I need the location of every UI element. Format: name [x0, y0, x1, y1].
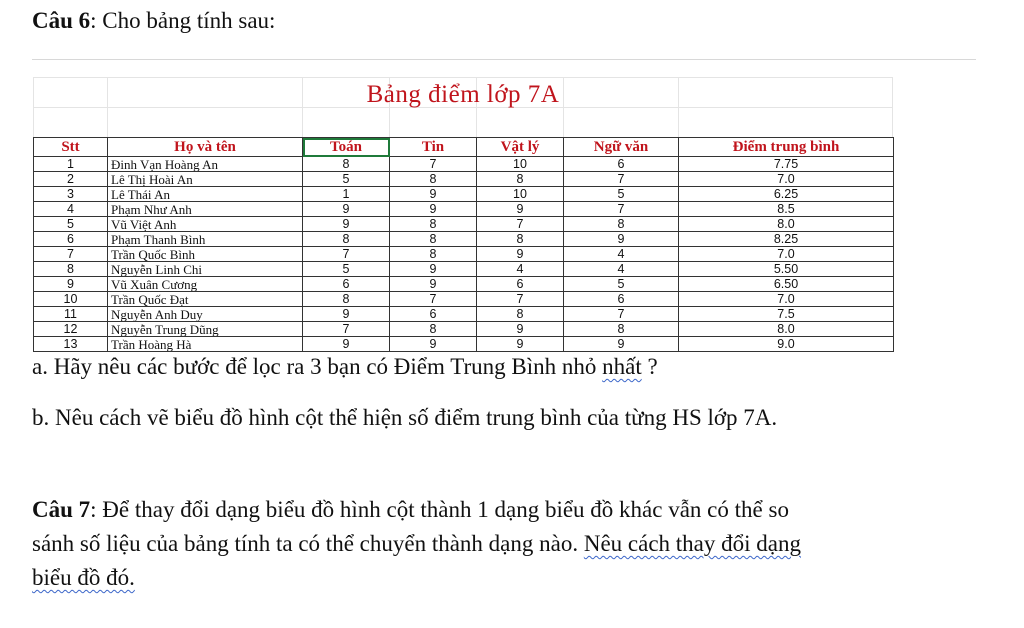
question-7: [32, 493, 976, 595]
cell-stt: 4: [34, 202, 108, 217]
spreadsheet-image: [33, 77, 893, 352]
cell-literature: 5: [564, 187, 679, 202]
sheet-title: Bảng điểm lớp 7A: [366, 81, 560, 108]
part-a-end: ?: [641, 354, 658, 379]
table-row: [34, 172, 894, 187]
cell-informatics: 8: [390, 172, 477, 187]
table-row: [34, 292, 894, 307]
cell-stt: 3: [34, 187, 108, 202]
cell-math: 9: [303, 217, 390, 232]
cell-average: 8.0: [679, 217, 894, 232]
question-7-underlined-2: Nêu cách thay đổi dạng: [583, 531, 801, 556]
cell-informatics: 9: [390, 277, 477, 292]
cell-informatics: 6: [390, 307, 477, 322]
cell-math: 7: [303, 322, 390, 337]
header-literature: Ngữ văn: [564, 138, 679, 157]
table-row: [34, 247, 894, 262]
cell-informatics: 8: [390, 322, 477, 337]
cell-literature: 4: [564, 247, 679, 262]
cell-name: Phạm Thanh Bình: [108, 232, 303, 247]
cell-physics: 8: [477, 307, 564, 322]
grades-table: [33, 137, 894, 352]
cell-name: Nguyễn Anh Duy: [108, 307, 303, 322]
question-6-heading: [32, 8, 275, 34]
cell-stt: 13: [34, 337, 108, 352]
question-7-underlined-3: biểu đồ đó.: [32, 565, 135, 590]
part-a: [32, 350, 976, 384]
cell-math: 8: [303, 292, 390, 307]
cell-physics: 10: [477, 187, 564, 202]
table-row: [34, 217, 894, 232]
cell-math: 8: [303, 157, 390, 172]
part-b: b. Nêu cách vẽ biểu đồ hình cột thể hiện số điểm trung bình của từng HS lớp 7A.: [32, 405, 778, 430]
header-math: Toán: [303, 138, 390, 157]
cell-math: 9: [303, 337, 390, 352]
cell-stt: 5: [34, 217, 108, 232]
cell-math: 6: [303, 277, 390, 292]
divider: [32, 59, 976, 60]
cell-average: 5.50: [679, 262, 894, 277]
cell-name: Đinh Vạn Hoàng An: [108, 157, 303, 172]
cell-literature: 7: [564, 202, 679, 217]
cell-physics: 4: [477, 262, 564, 277]
cell-name: Trần Quốc Bình: [108, 247, 303, 262]
table-row: [34, 307, 894, 322]
question-6-label: Câu 6: [32, 8, 91, 33]
table-row: [34, 322, 894, 337]
cell-math: 1: [303, 187, 390, 202]
cell-name: Trần Hoàng Hà: [108, 337, 303, 352]
cell-physics: 9: [477, 202, 564, 217]
question-7-label: Câu 7: [32, 497, 91, 522]
cell-literature: 8: [564, 217, 679, 232]
header-average: Điểm trung bình: [679, 138, 894, 157]
cell-math: 5: [303, 262, 390, 277]
part-a-underlined: nhất: [602, 354, 642, 379]
cell-math: 9: [303, 202, 390, 217]
cell-literature: 9: [564, 337, 679, 352]
cell-name: Nguyễn Trung Dũng: [108, 322, 303, 337]
question-6-text: : Cho bảng tính sau:: [90, 8, 276, 33]
cell-name: Vũ Việt Anh: [108, 217, 303, 232]
cell-name: Lê Thị Hoài An: [108, 172, 303, 187]
cell-literature: 5: [564, 277, 679, 292]
cell-math: 8: [303, 232, 390, 247]
cell-physics: 7: [477, 217, 564, 232]
question-7-line-2: [32, 527, 976, 561]
table-row: [34, 202, 894, 217]
cell-average: 7.75: [679, 157, 894, 172]
part-a-text: a. Hãy nêu các bước để lọc ra 3 bạn có Điểm Trung Bình nhỏ: [32, 354, 603, 379]
cell-informatics: 9: [390, 337, 477, 352]
cell-average: 8.25: [679, 232, 894, 247]
cell-stt: 1: [34, 157, 108, 172]
cell-physics: 8: [477, 172, 564, 187]
cell-literature: 9: [564, 232, 679, 247]
cell-average: 7.5: [679, 307, 894, 322]
cell-average: 7.0: [679, 172, 894, 187]
cell-literature: 6: [564, 292, 679, 307]
cell-informatics: 8: [390, 217, 477, 232]
cell-average: 6.50: [679, 277, 894, 292]
cell-name: Nguyễn Linh Chi: [108, 262, 303, 277]
cell-literature: 4: [564, 262, 679, 277]
cell-name: Phạm Như Anh: [108, 202, 303, 217]
cell-name: Lê Thái An: [108, 187, 303, 202]
cell-stt: 2: [34, 172, 108, 187]
cell-physics: 6: [477, 277, 564, 292]
cell-informatics: 7: [390, 292, 477, 307]
cell-stt: 7: [34, 247, 108, 262]
cell-stt: 11: [34, 307, 108, 322]
cell-literature: 6: [564, 157, 679, 172]
cell-name: Trần Quốc Đạt: [108, 292, 303, 307]
table-header-row: [34, 138, 894, 157]
cell-math: 5: [303, 172, 390, 187]
cell-average: 7.0: [679, 247, 894, 262]
table-row: [34, 277, 894, 292]
cell-stt: 9: [34, 277, 108, 292]
header-informatics: Tin: [390, 138, 477, 157]
cell-physics: 9: [477, 322, 564, 337]
cell-informatics: 8: [390, 247, 477, 262]
table-row: [34, 187, 894, 202]
cell-stt: 10: [34, 292, 108, 307]
table-row: [34, 262, 894, 277]
cell-average: 8.5: [679, 202, 894, 217]
header-name: Họ và tên: [108, 138, 303, 157]
cell-physics: 9: [477, 337, 564, 352]
cell-literature: 7: [564, 307, 679, 322]
question-7-line-3: [32, 561, 976, 595]
cell-average: 9.0: [679, 337, 894, 352]
cell-stt: 8: [34, 262, 108, 277]
cell-average: 8.0: [679, 322, 894, 337]
cell-name: Vũ Xuân Cương: [108, 277, 303, 292]
cell-stt: 12: [34, 322, 108, 337]
cell-average: 6.25: [679, 187, 894, 202]
table-row: [34, 157, 894, 172]
question-7-text-2: sánh số liệu của bảng tính ta có thể chuyển thành dạng nào.: [32, 531, 584, 556]
cell-math: 9: [303, 307, 390, 322]
cell-literature: 8: [564, 322, 679, 337]
header-stt: Stt: [34, 138, 108, 157]
cell-physics: 7: [477, 292, 564, 307]
cell-stt: 6: [34, 232, 108, 247]
question-7-line-1: [32, 493, 976, 527]
cell-informatics: 9: [390, 187, 477, 202]
cell-physics: 10: [477, 157, 564, 172]
cell-informatics: 7: [390, 157, 477, 172]
cell-informatics: 8: [390, 232, 477, 247]
cell-informatics: 9: [390, 262, 477, 277]
cell-math: 7: [303, 247, 390, 262]
question-7-text-1: : Để thay đổi dạng biểu đồ hình cột thành 1 dạng biểu đồ khác vẫn có thể so: [90, 497, 789, 522]
cell-physics: 8: [477, 232, 564, 247]
cell-average: 7.0: [679, 292, 894, 307]
header-physics: Vật lý: [477, 138, 564, 157]
cell-literature: 7: [564, 172, 679, 187]
cell-physics: 9: [477, 247, 564, 262]
table-row: [34, 232, 894, 247]
cell-informatics: 9: [390, 202, 477, 217]
